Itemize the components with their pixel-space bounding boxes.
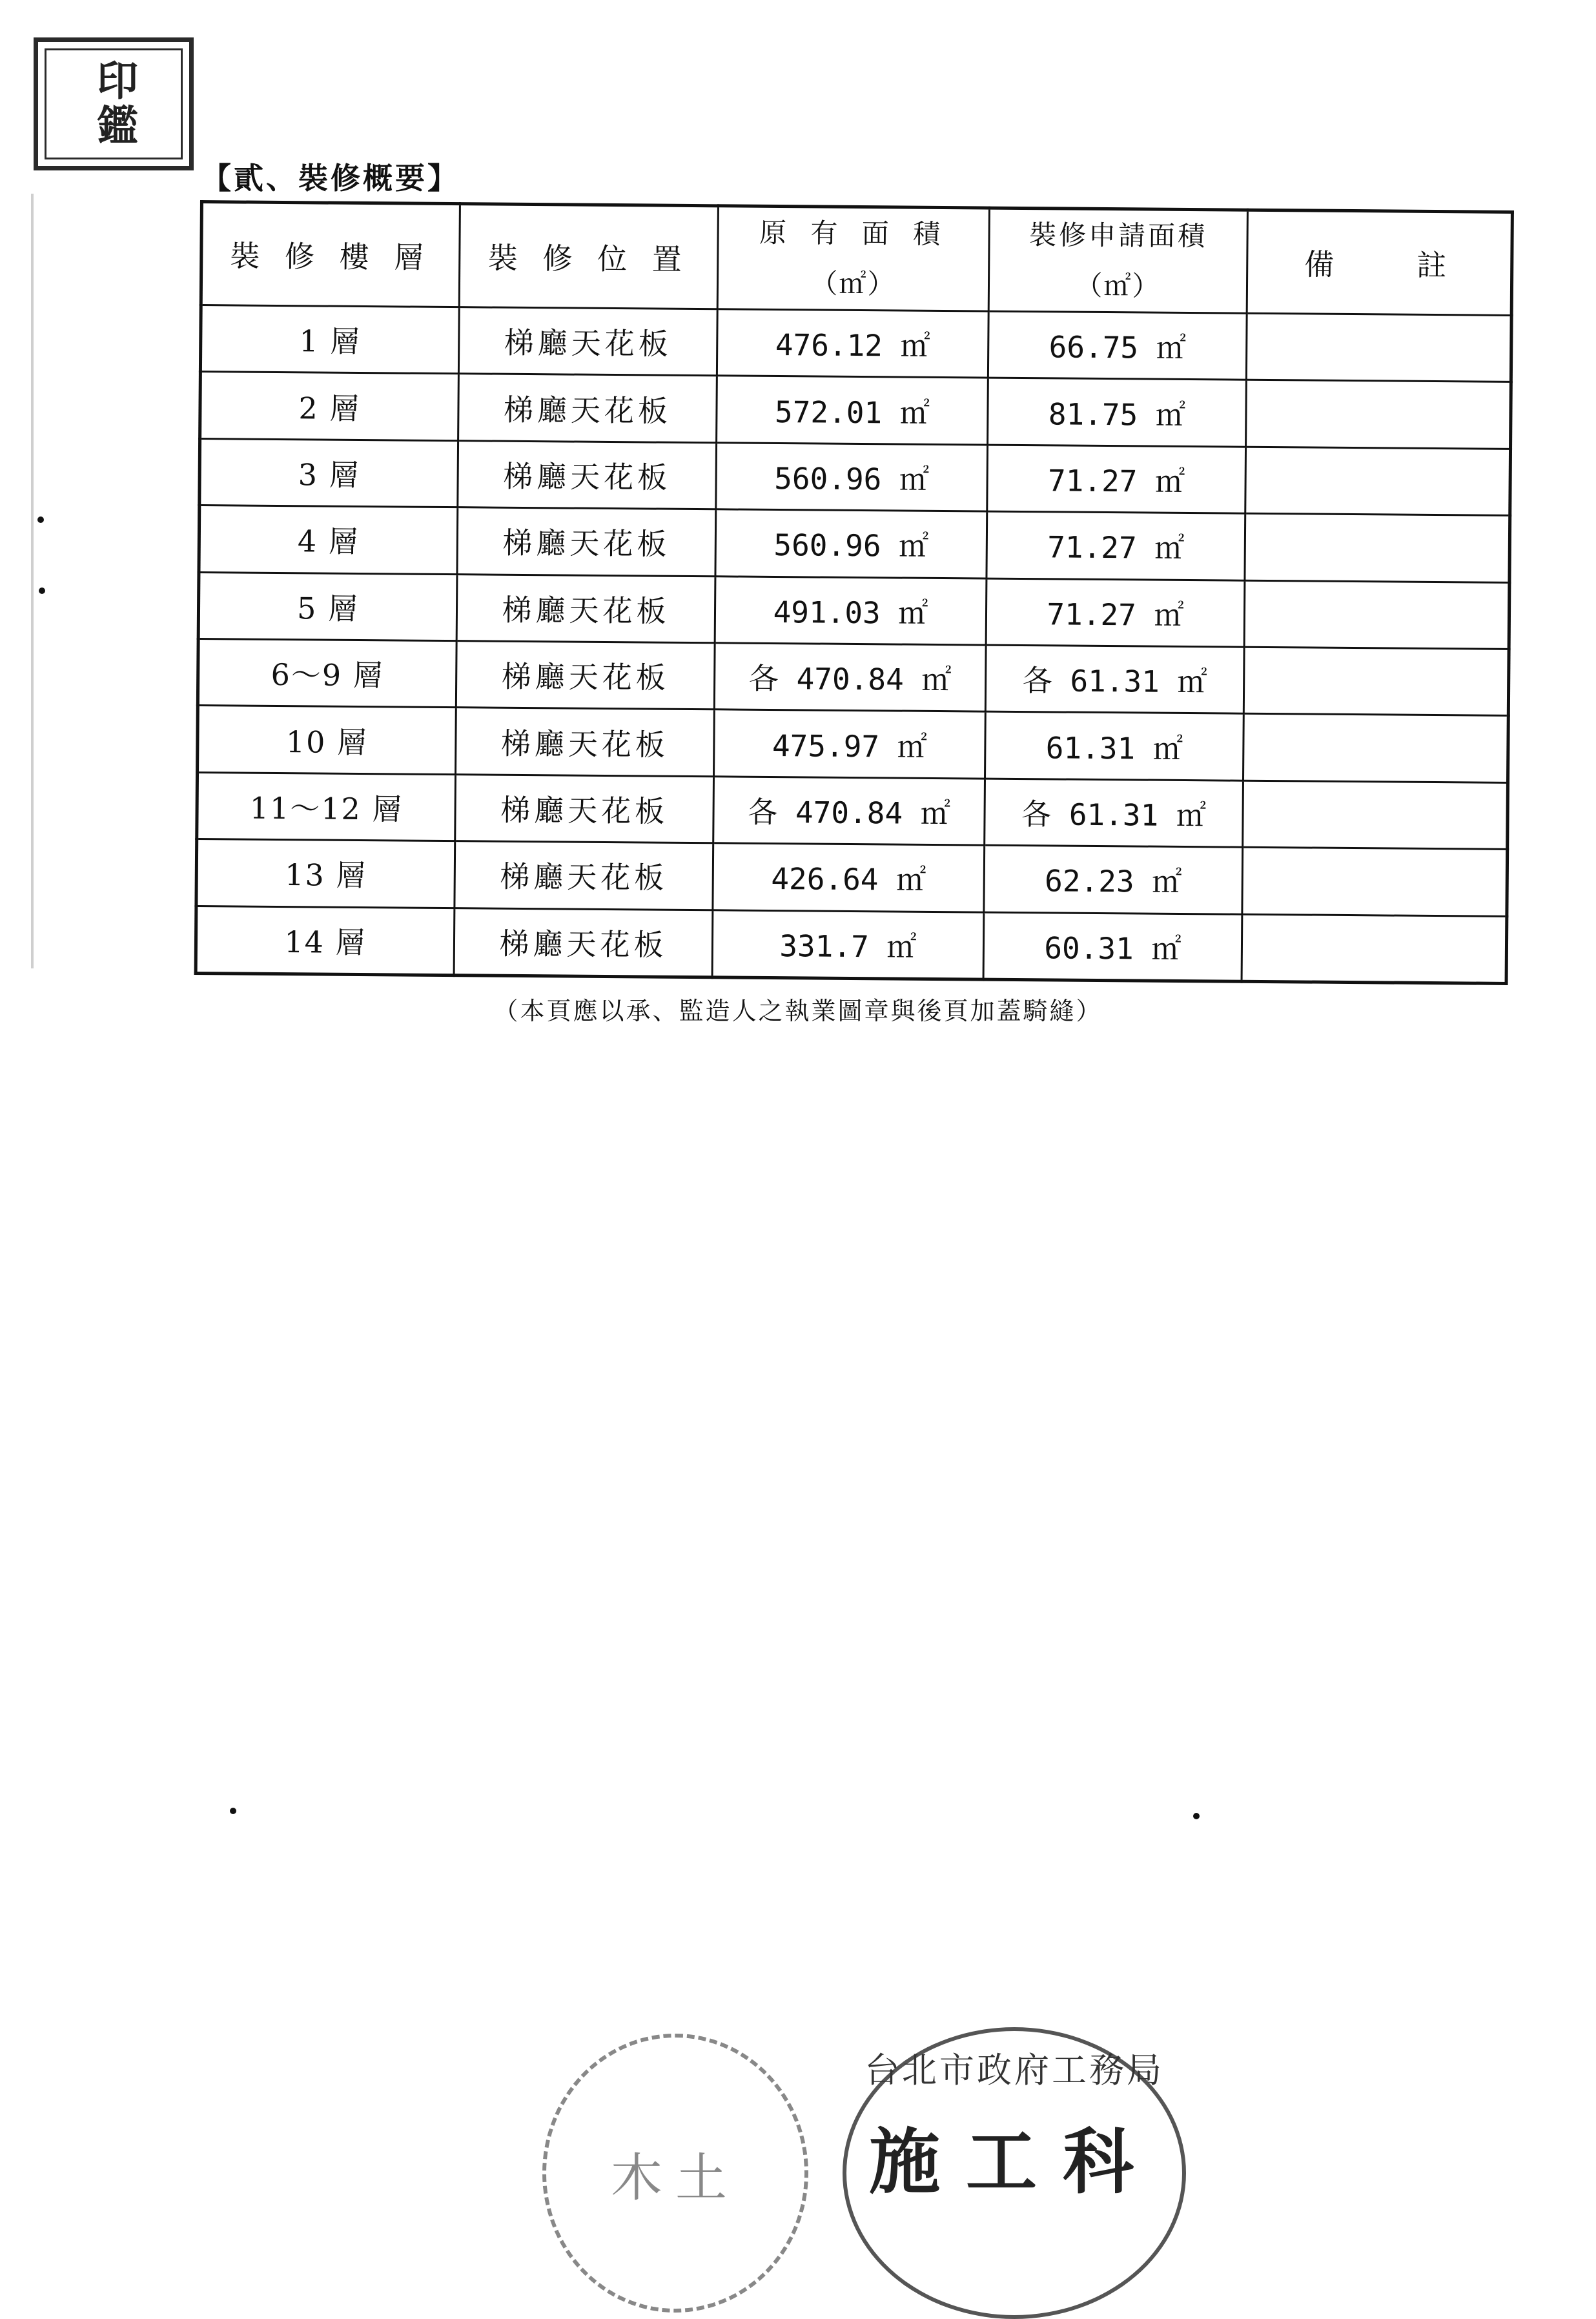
header-remarks: 備 註 [1247, 210, 1512, 315]
remark-cell [1243, 714, 1508, 783]
original-area-cell: 426.64 ㎡ [713, 843, 985, 912]
table-header-row [201, 202, 1512, 316]
floor-cell: 5 層 [198, 572, 457, 641]
header-applied-area-label: 裝修申請面積 [1028, 219, 1208, 252]
floor-cell: 11～12 層 [197, 772, 456, 841]
applied-area-cell: 71.27 ㎡ [987, 445, 1246, 514]
location-cell: 梯廳天花板 [458, 307, 717, 376]
original-area-cell: 491.03 ㎡ [715, 576, 987, 645]
remark-cell [1246, 313, 1511, 382]
scan-speck [37, 516, 44, 523]
table-row [198, 638, 1509, 715]
table-row [196, 906, 1507, 983]
scan-speck [1193, 1813, 1200, 1819]
location-cell: 梯廳天花板 [455, 774, 714, 843]
header-location: 裝 修 位 置 [459, 204, 718, 309]
header-applied-area-unit: （㎡） [1075, 269, 1161, 302]
stamp-text: 印鑑 [45, 48, 183, 159]
renovation-table-wrapper [194, 200, 1511, 985]
applied-area-cell: 各 61.31 ㎡ [985, 645, 1244, 714]
table-row [200, 305, 1511, 382]
applied-area-cell: 71.27 ㎡ [986, 578, 1245, 648]
header-original-area-unit: （㎡） [810, 267, 896, 300]
remark-cell [1243, 781, 1508, 850]
floor-cell: 13 層 [196, 839, 455, 908]
applied-area-cell: 66.75 ㎡ [988, 311, 1247, 380]
table-row [196, 839, 1508, 916]
location-cell: 梯廳天花板 [457, 507, 716, 577]
floor-cell: 10 層 [198, 706, 456, 775]
floor-cell: 6～9 層 [198, 638, 456, 708]
renovation-summary-table [194, 200, 1514, 985]
floor-cell: 2 層 [200, 372, 459, 441]
header-applied-area [988, 208, 1247, 313]
location-cell: 梯廳天花板 [458, 440, 717, 509]
section-title: 【貳、裝修概要】 [201, 161, 460, 196]
original-area-cell: 各 470.84 ㎡ [714, 643, 986, 712]
floor-cell: 1 層 [200, 305, 459, 374]
remark-cell [1242, 914, 1507, 984]
applied-area-cell: 71.27 ㎡ [987, 511, 1245, 580]
remark-cell [1245, 447, 1511, 516]
seal-left [542, 2034, 808, 2313]
seal-center-text: 施工科 [869, 2120, 1160, 2203]
original-area-cell: 各 470.84 ㎡ [713, 777, 985, 846]
applied-area-cell: 各 61.31 ㎡ [985, 779, 1243, 848]
table-body [196, 305, 1511, 984]
table-row [199, 506, 1510, 582]
binding-edge [31, 194, 34, 968]
original-area-cell: 476.12 ㎡ [717, 309, 988, 378]
original-area-cell: 560.96 ㎡ [716, 443, 988, 512]
remark-cell [1242, 847, 1508, 916]
seal-construction-section [843, 2027, 1186, 2319]
scan-speck [39, 587, 45, 594]
location-cell: 梯廳天花板 [455, 841, 713, 910]
footnote: （本頁應以承、監造人之執業圖章與後頁加蓋騎縫） [493, 997, 1103, 1025]
location-cell: 梯廳天花板 [456, 641, 715, 710]
remark-cell [1243, 647, 1509, 716]
applied-area-cell: 61.31 ㎡ [985, 711, 1244, 781]
table-row [197, 772, 1508, 849]
seal-ring-text: 台北市政府工務局 [865, 2049, 1164, 2090]
original-area-cell: 572.01 ㎡ [717, 376, 988, 445]
original-area-cell: 331.7 ㎡ [712, 910, 984, 979]
applied-area-cell: 81.75 ㎡ [988, 378, 1247, 447]
top-left-stamp [34, 37, 194, 170]
original-area-cell: 475.97 ㎡ [714, 710, 986, 779]
applied-area-cell: 62.23 ㎡ [984, 845, 1243, 914]
table-row [198, 706, 1509, 782]
floor-cell: 4 層 [199, 506, 458, 575]
remark-cell [1246, 380, 1511, 449]
table-row [198, 572, 1509, 649]
scan-speck [230, 1808, 236, 1814]
header-original-area [717, 206, 989, 311]
floor-cell: 14 層 [196, 906, 455, 976]
location-cell: 梯廳天花板 [454, 908, 713, 977]
seal-left-text: 木土 [611, 2147, 740, 2208]
location-cell: 梯廳天花板 [458, 374, 717, 443]
table-row [200, 372, 1511, 449]
original-area-cell: 560.96 ㎡ [715, 509, 987, 578]
table-row [200, 438, 1511, 515]
header-original-area-label: 原 有 面 積 [759, 216, 948, 250]
applied-area-cell: 60.31 ㎡ [983, 912, 1242, 982]
location-cell: 梯廳天花板 [456, 708, 715, 777]
floor-cell: 3 層 [200, 438, 458, 507]
header-floor: 裝 修 樓 層 [201, 202, 460, 307]
remark-cell [1245, 513, 1510, 582]
remark-cell [1244, 580, 1509, 649]
location-cell: 梯廳天花板 [456, 574, 715, 643]
